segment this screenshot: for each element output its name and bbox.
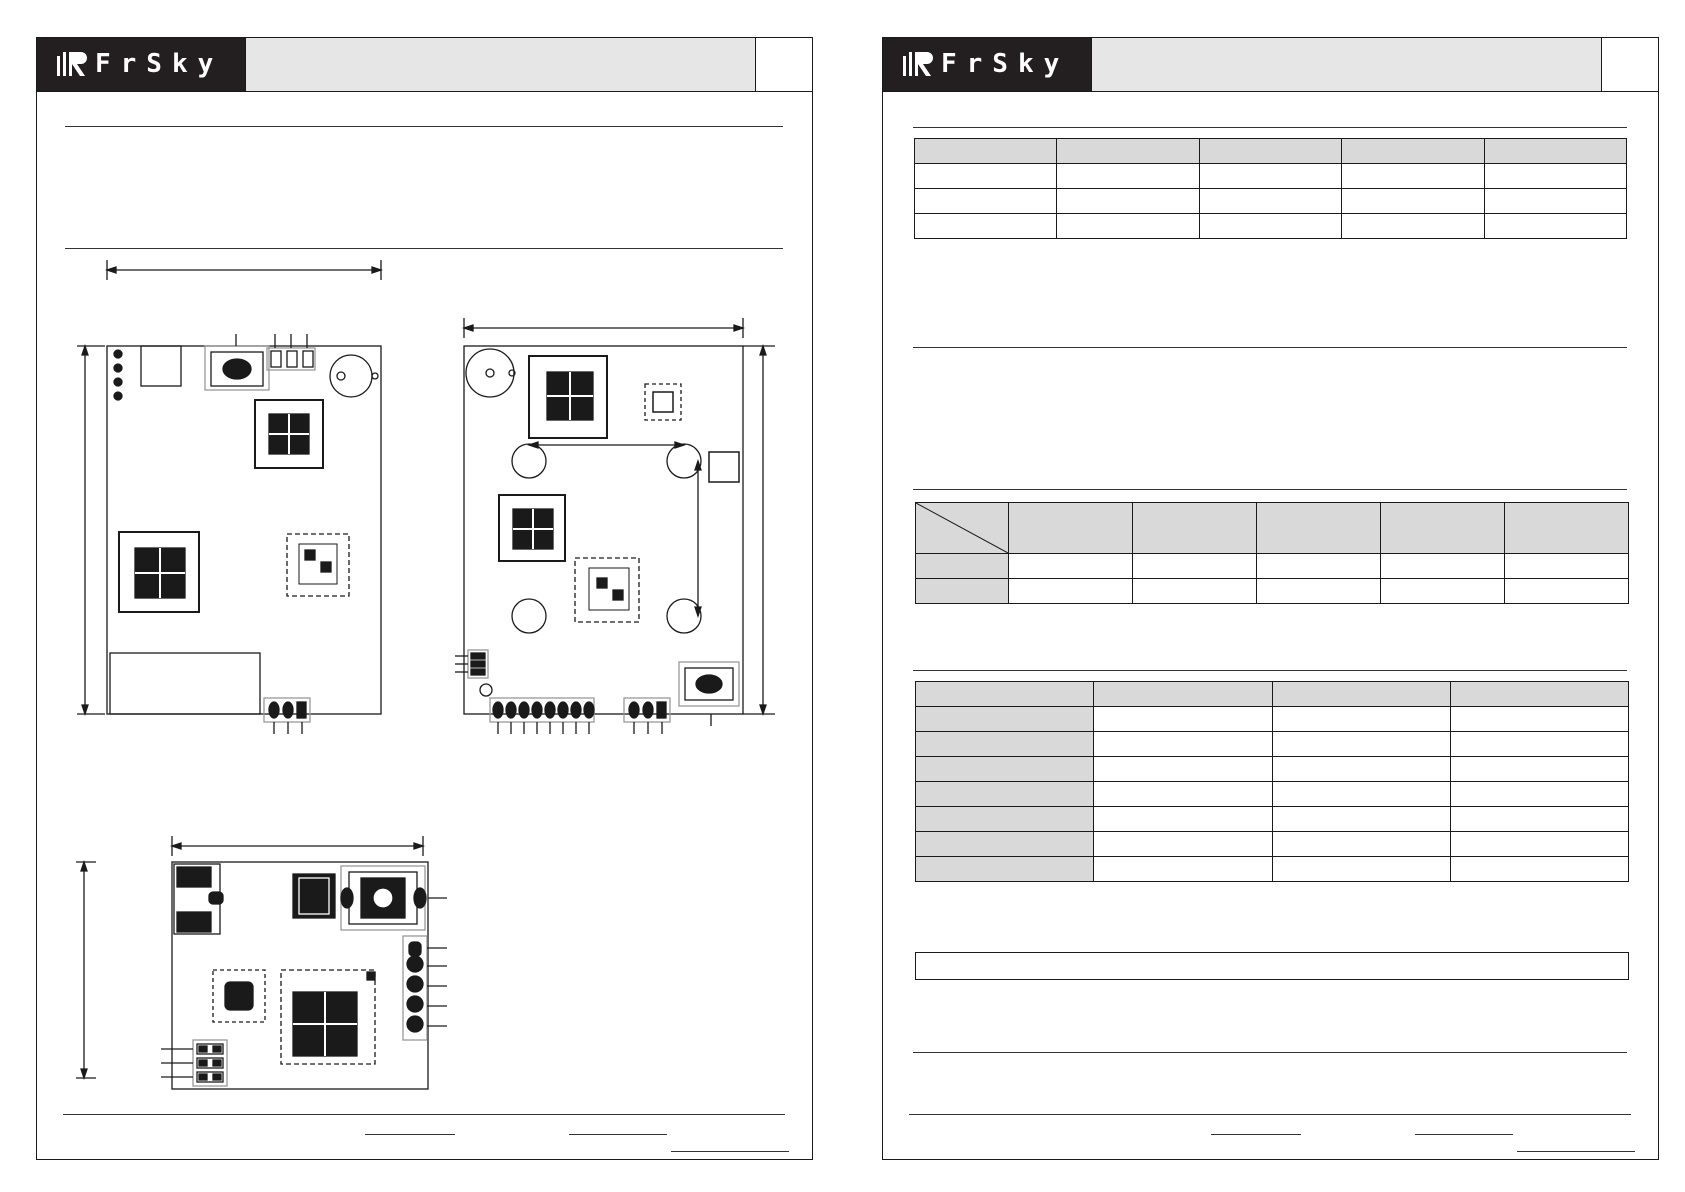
table-row [915,164,1627,189]
section-rule [913,670,1627,671]
frsky-r-logo-icon [903,52,937,76]
table-row [916,707,1629,732]
table-row [916,782,1629,807]
table-row [916,807,1629,832]
footer-field-line [365,1134,455,1135]
table-header-row [915,139,1627,164]
table-header-row [916,682,1629,707]
board-bottom-view-a [455,318,775,734]
table-row [916,832,1629,857]
footer-field-line [1517,1151,1635,1152]
table-row [916,857,1629,882]
board-top-view-a [77,260,381,734]
board-top-view-b [76,836,447,1089]
footer-field-line [1415,1134,1513,1135]
table-row [916,732,1629,757]
header-title-bar [1091,38,1602,91]
brand-wordmark: FrSky [941,49,1070,79]
section-rule [913,347,1627,348]
brand-logo [883,38,1091,91]
table-row [916,579,1629,604]
section-rule [913,127,1627,128]
document-page-right [882,37,1659,1160]
footer-rule [63,1114,785,1115]
receiver-dimension-drawings [37,38,814,1161]
table-row [916,554,1629,579]
diagonal-divider [916,503,1008,553]
table-row [915,214,1627,239]
table-row [916,757,1629,782]
section-rule [913,1052,1627,1053]
section-rule [913,489,1627,490]
footer-field-line [1211,1134,1301,1135]
footer-field-line [671,1151,789,1152]
table-header-row [916,503,1629,554]
spec-table-1 [914,138,1627,239]
table-row [915,189,1627,214]
footer-field-line [569,1134,667,1135]
spec-table-3 [915,681,1629,882]
diagonal-header-cell [916,503,1009,554]
footer-rule [909,1114,1631,1115]
note-box [915,952,1629,980]
document-page-left [36,37,813,1160]
page-number-box [1602,38,1658,91]
page-header [883,38,1658,92]
brand-wordmark: FrSky [95,49,224,79]
spec-table-2 [915,502,1629,604]
